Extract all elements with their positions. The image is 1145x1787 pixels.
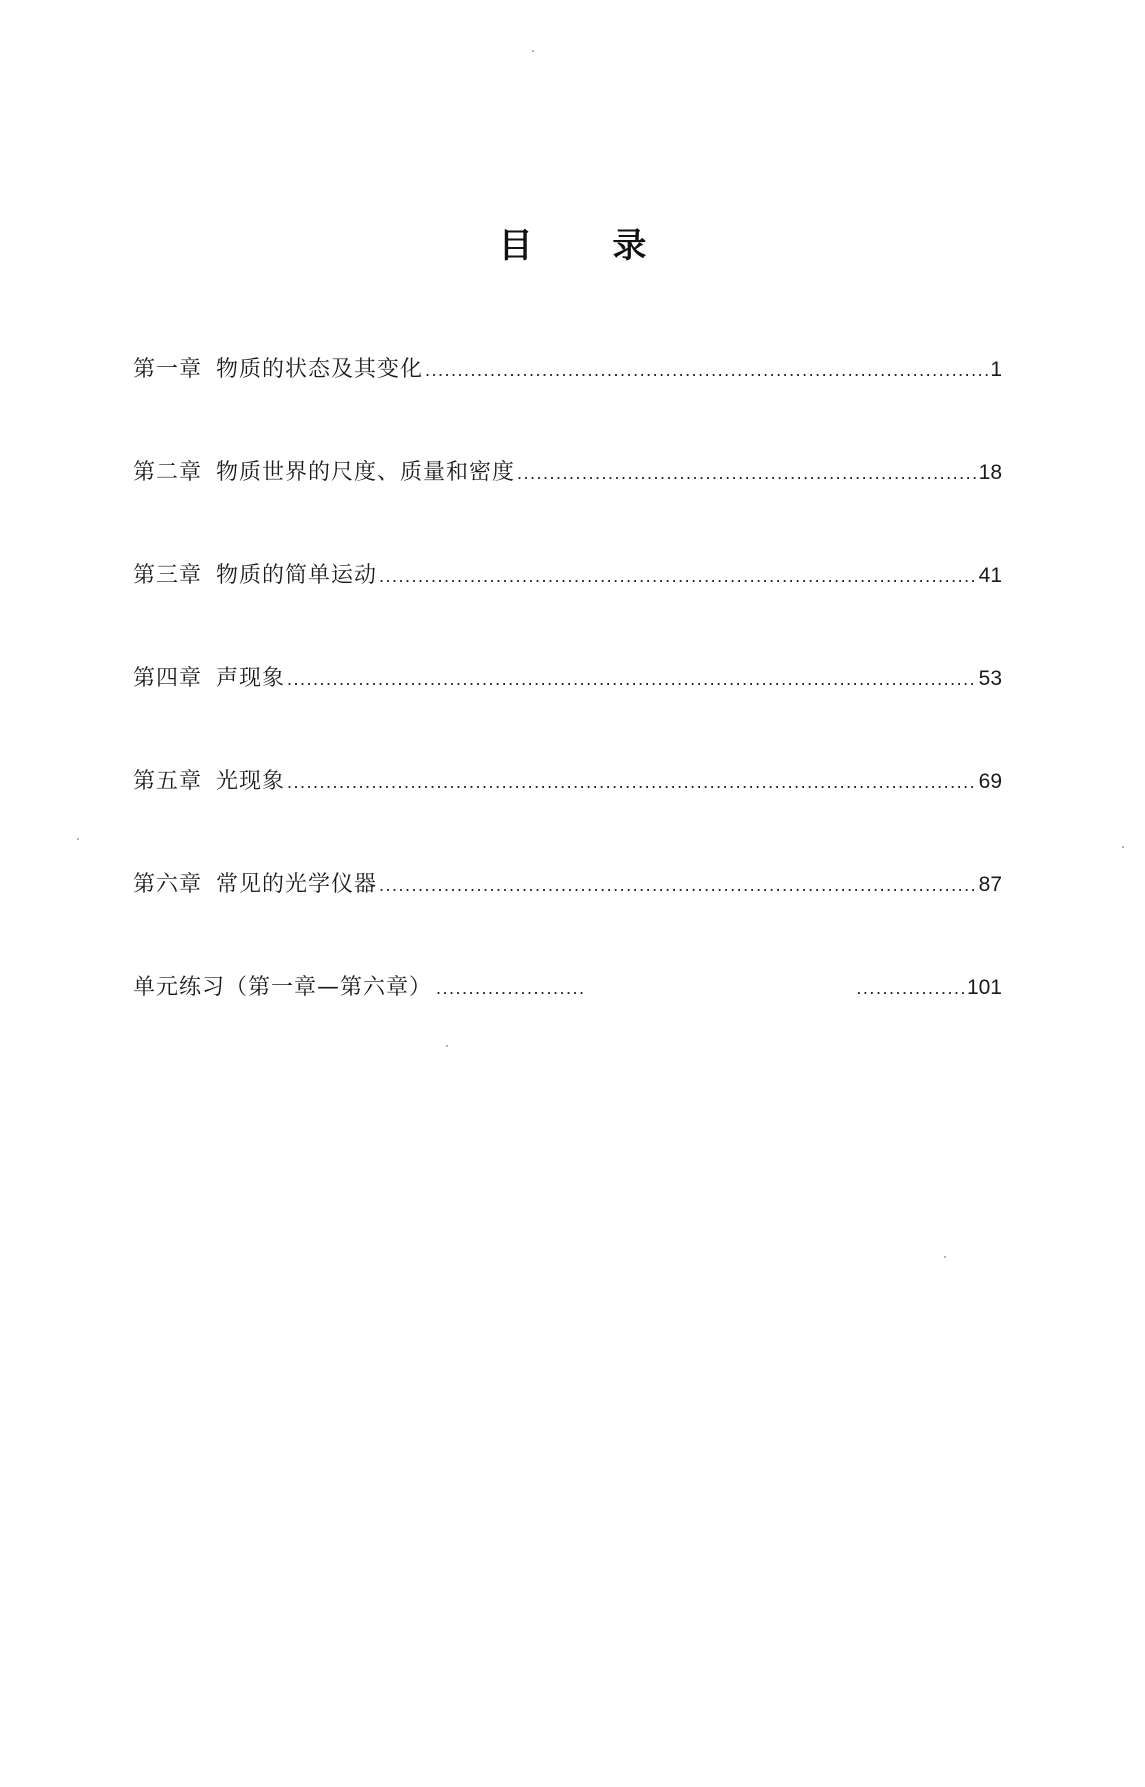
toc-entry[interactable] bbox=[133, 458, 1002, 561]
chapter-number: 第五章 bbox=[133, 769, 203, 794]
chapter-title: 物质的状态及其变化 bbox=[216, 357, 424, 382]
toc-entry[interactable] bbox=[133, 355, 1002, 458]
dot-leader bbox=[425, 355, 988, 385]
chapter-number: 第三章 bbox=[133, 563, 203, 588]
chapter-title: 常见的光学仪器 bbox=[216, 872, 378, 897]
chapter-title: 声现象 bbox=[216, 666, 286, 691]
unit-exercise-title: 单元练习（第一章—第六章） bbox=[133, 975, 433, 1000]
page-number: 87 bbox=[978, 873, 1002, 896]
dot-leader bbox=[379, 870, 977, 900]
table-of-contents bbox=[133, 355, 1002, 1076]
chapter-title: 光现象 bbox=[216, 769, 286, 794]
page-number: 18 bbox=[978, 461, 1002, 484]
page-number: 101 bbox=[966, 976, 1002, 999]
toc-entry[interactable] bbox=[133, 664, 1002, 767]
chapter-number: 第二章 bbox=[133, 460, 203, 485]
page-number: 41 bbox=[978, 564, 1002, 587]
dot-leader bbox=[287, 664, 977, 694]
scan-speck bbox=[532, 50, 534, 52]
toc-entry[interactable] bbox=[133, 767, 1002, 870]
scan-speck bbox=[77, 838, 79, 840]
chapter-number: 第四章 bbox=[133, 666, 203, 691]
scan-speck bbox=[1122, 846, 1124, 848]
chapter-title: 物质的简单运动 bbox=[216, 563, 378, 588]
dot-leader bbox=[436, 973, 584, 1003]
toc-entry-unit-exercise[interactable] bbox=[133, 973, 1002, 1076]
page-number: 69 bbox=[978, 770, 1002, 793]
page-title: 目 录 bbox=[498, 226, 681, 266]
dot-leader bbox=[517, 458, 977, 488]
scan-speck bbox=[944, 1256, 946, 1258]
dot-leader bbox=[855, 973, 967, 1003]
chapter-title: 物质世界的尺度、质量和密度 bbox=[216, 460, 516, 485]
page-number: 1 bbox=[990, 358, 1002, 381]
chapter-number: 第一章 bbox=[133, 357, 203, 382]
chapter-number: 第六章 bbox=[133, 872, 203, 897]
dot-leader bbox=[379, 561, 977, 591]
toc-entry[interactable] bbox=[133, 561, 1002, 664]
page-number: 53 bbox=[978, 667, 1002, 690]
dot-leader bbox=[287, 767, 977, 797]
toc-entry[interactable] bbox=[133, 870, 1002, 973]
